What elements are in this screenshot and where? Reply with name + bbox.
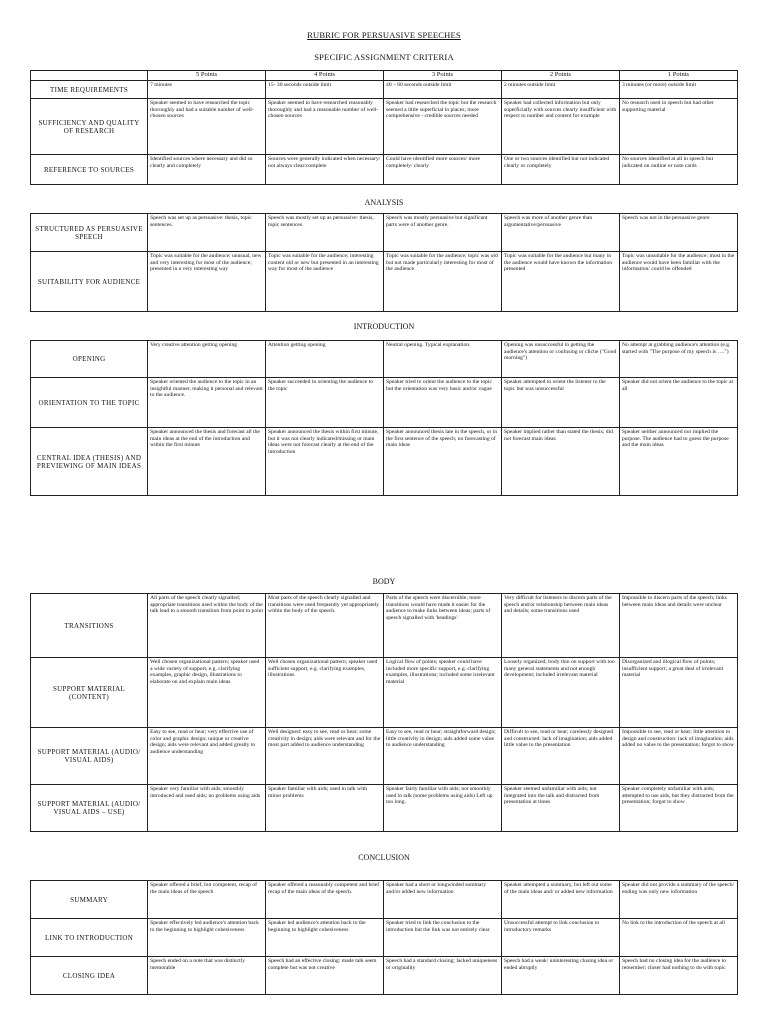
score-cell: Speaker attempted a summary, but left out some of the main ideas and/ or added new information (501, 881, 619, 919)
header-2-points: 2 Points (501, 71, 619, 81)
score-cell: Easy to see, read or hear; very effective use of color and graphic design; unique or creative design; aids were relevant and added greatly to audience understanding (148, 728, 266, 785)
rubric-row-opening (31, 341, 738, 378)
rubric-row-summary (31, 881, 738, 919)
score-cell: Speaker familiar with aids; used in talk with minor problems (266, 785, 384, 832)
score-cell: Speaker did not orient the audience to the topic at all (619, 378, 737, 428)
analysis-table (30, 213, 738, 312)
section-heading-introduction: INTRODUCTION (353, 322, 415, 331)
rubric-row-visual-aids (31, 728, 738, 785)
score-cell: 2 minutes outside limit (501, 81, 619, 99)
rubric-row-closing (31, 957, 738, 995)
score-cell: Speaker had researched the topic but the research seemed a little superficial in places; more comprehensive - credible sources needed (384, 99, 502, 155)
score-cell: Unsuccessful attempt to link conclusion to introductory remarks (501, 919, 619, 957)
body-table (30, 593, 738, 832)
score-cell: Speaker completely unfamiliar with aids; attempted to use aids, but they distracted from the presentation; forgot to show (619, 785, 737, 832)
criterion-label: REFERENCE TO SOURCES (31, 155, 148, 185)
score-cell: Sources were generally indicated when necessary/ not always clear/complete (266, 155, 384, 185)
criterion-label: SUMMARY (31, 881, 148, 919)
criterion-label: CLOSING IDEA (31, 957, 148, 995)
criterion-label: SUPPORT MATERIAL (AUDIO/ VISUAL AIDS – USE) (31, 785, 148, 832)
header-1-points: 1 Points (619, 71, 737, 81)
header-blank (31, 71, 148, 81)
score-cell: 3 minutes (or more) outside limit (619, 81, 737, 99)
score-cell: Attention getting opening (266, 341, 384, 378)
score-cell: All parts of the speech clearly signalled; appropriate transitions used within the body of the talk lead to a smooth transition from point to point (148, 594, 266, 658)
score-cell: Speaker attempted to orient the listener to the topic but was unsuccessful (501, 378, 619, 428)
score-cell: Topic was unsuitable for the audience; most in the audience would have been familiar with the information/ could be offended (619, 252, 737, 312)
rubric-row-content (31, 658, 738, 728)
score-cell: Speech was set up as persuasive: thesis, topic sentences. (148, 214, 266, 252)
criterion-label: ORIENTATION TO THE TOPIC (31, 378, 148, 428)
score-cell: Speaker seemed unfamiliar with aids; not integrated into the talk and distracted from presentation at times (501, 785, 619, 832)
conclusion-table (30, 880, 738, 995)
rubric-row-research (31, 99, 738, 155)
criterion-label: STRUCTURED AS PERSUASIVE SPEECH (31, 214, 148, 252)
rubric-row-visual-aids-use (31, 785, 738, 832)
score-cell: Speaker tried to link the conclusion to the introduction but the link was not entirely clear (384, 919, 502, 957)
score-cell: Very difficult for listeners to discern parts of the speech and/or relationship between main ideas and details; some transitions used (501, 594, 619, 658)
score-cell: 7 minutes (148, 81, 266, 99)
score-cell: Easy to see, read or hear; straightforward design; little creativity in design; aids added some value to audience understanding (384, 728, 502, 785)
score-cell: Speech was not in the persuasive genre (619, 214, 737, 252)
score-cell: Speaker had collected information but only superficially with sources clearly insufficient with respect to number and content for example (501, 99, 619, 155)
document-subtitle: SPECIFIC ASSIGNMENT CRITERIA (314, 52, 454, 62)
score-cell: No attempt at grabbing audience's attention (e.g. started with "The purpose of my speech is ….") (619, 341, 737, 378)
section-heading-body: BODY (372, 577, 396, 586)
score-cell: Identified sources where necessary and did so clearly and completely (148, 155, 266, 185)
rubric-row-time (31, 81, 738, 99)
score-cell: Speaker announced thesis late in the speech, or in the first sentence of the speech; no forecasting of main ideas (384, 428, 502, 496)
score-cell: Speech had an effective closing: made talk seem complete but was not creative (266, 957, 384, 995)
score-cell: Speaker had a short or longwinded summary and/or added new information (384, 881, 502, 919)
document-title: RUBRIC FOR PERSUASIVE SPEECHES (307, 30, 461, 40)
score-cell: Loosely organized; body thin on support with too many general statements and not enough development; included irrelevant material (501, 658, 619, 728)
header-3-points: 3 Points (384, 71, 502, 81)
score-cell: Speaker neither announced nor implied the purpose. The audience had to guess the purpose and the main ideas (619, 428, 737, 496)
score-cell: Speech was more of another genre than argumentative/persuasive (501, 214, 619, 252)
score-cell: Very creative attention getting opening (148, 341, 266, 378)
score-cell: Could have identified more sources/ more completely/ clearly (384, 155, 502, 185)
introduction-table (30, 340, 738, 496)
score-cell: Speech had no closing idea for the audience to remember; closer had nothing to do with topic (619, 957, 737, 995)
score-cell: Speaker announced the thesis within first minute, but it was not clearly indicated/missing or main ideas were not forecast clearly at the end of the introduction (266, 428, 384, 496)
score-cell: Difficult to see, read or hear; carelessly designed and constructed: lack of imagination; aids added little value to the presentation (501, 728, 619, 785)
score-cell: Topic was suitable for the audience but many in the audience would have known the information presented (501, 252, 619, 312)
score-cell: Speaker led audience's attention back to the beginning to highlight cohesiveness (266, 919, 384, 957)
score-cell: Topic was suitable for the audience; topic was old but not made particularly interesting for most of the audience (384, 252, 502, 312)
score-cell: 40 – 60 seconds outside limit (384, 81, 502, 99)
score-cell: Impossible to see, read or hear; little attention to design and construction: lack of imagination; aids added no value to the presentation; forgot to show (619, 728, 737, 785)
criterion-label: SUITABILITY FOR AUDIENCE (31, 252, 148, 312)
score-cell: Logical flow of points; speaker could have included more specific support, e.g. clarifying examples, illustrations; included some irrelevant material (384, 658, 502, 728)
score-cell: Speaker succeeded in orienting the audience to the topic (266, 378, 384, 428)
score-cell: Impossible to discern parts of the speech; links between main ideas and details were unclear (619, 594, 737, 658)
score-cell: Speaker very familiar with aids; smoothly introduced and used aids; no problems using aids (148, 785, 266, 832)
header-row (31, 71, 738, 81)
score-cell: No link to the introduction of the speech at all (619, 919, 737, 957)
criteria-table (30, 70, 738, 185)
rubric-row-audience (31, 252, 738, 312)
criterion-label: TIME REQUIREMENTS (31, 81, 148, 99)
score-cell: Speaker did not provide a summary of the speech/ ending was only new information (619, 881, 737, 919)
section-heading-conclusion: CONCLUSION (358, 853, 410, 862)
section-heading-analysis: ANALYSIS (364, 198, 404, 207)
score-cell: Most parts of the speech clearly signalled and transitions were used frequently yet appropriately within the body of the speech. (266, 594, 384, 658)
score-cell: No research used in speech but had other supporting material (619, 99, 737, 155)
score-cell: Opening was unsuccessful in getting the audience's attention or confusing or cliche ("Good morning") (501, 341, 619, 378)
score-cell: Topic was suitable for the audience; interesting content old or new but presented in an interesting way for most of the audience (266, 252, 384, 312)
score-cell: Speech had a weak/ uninteresting closing idea or ended abruptly (501, 957, 619, 995)
score-cell: No sources identified at all in speech but indicated on outline or note cards (619, 155, 737, 185)
score-cell: Topic was suitable for the audience; unusual, new and very interesting for most of the audience; presented in a very interesting way (148, 252, 266, 312)
score-cell: Speaker effectively led audience's attention back to the beginning to highlight cohesiveness (148, 919, 266, 957)
score-cell: Speaker implied rather than stated the thesis; did not forecast main ideas (501, 428, 619, 496)
score-cell: Speaker seemed to have researched the topic thoroughly and had a suitable number of well-chosen sources (148, 99, 266, 155)
score-cell: Speaker tried to orient the audience to the topic but the orientation was very basic and/or vague (384, 378, 502, 428)
header-5-points: 5 Points (148, 71, 266, 81)
score-cell: Speaker oriented the audience to the topic in an insightful manner, making it personal and relevant to the audience. (148, 378, 266, 428)
score-cell: 15- 30 seconds outside limit (266, 81, 384, 99)
score-cell: One or two sources identified but not indicated clearly or completely (501, 155, 619, 185)
score-cell: Speaker announced the thesis and forecast all the main ideas at the end of the introduction and within the first minute (148, 428, 266, 496)
rubric-row-structure (31, 214, 738, 252)
criterion-label: SUFFICIENCY AND QUALITY OF RESEARCH (31, 99, 148, 155)
rubric-row-transitions (31, 594, 738, 658)
score-cell: Speaker fairly familiar with aids; not smoothly used in talk (some problems using aids) Left up too long. (384, 785, 502, 832)
criterion-label: OPENING (31, 341, 148, 378)
score-cell: Speaker seemed to have researched reasonably thoroughly and had a reasonable number of well-chosen sources (266, 99, 384, 155)
rubric-row-thesis (31, 428, 738, 496)
rubric-row-orientation (31, 378, 738, 428)
criterion-label: LINK TO INTRODUCTION (31, 919, 148, 957)
score-cell: Well chosen organizational pattern; speaker used sufficient support, e.g. clarifying examples, illustrations (266, 658, 384, 728)
score-cell: Neutral opening. Typical explanation. (384, 341, 502, 378)
criterion-label: SUPPORT MATERIAL (AUDIO/ VISUAL AIDS) (31, 728, 148, 785)
header-4-points: 4 Points (266, 71, 384, 81)
score-cell: Well chosen organizational pattern; speaker used a wide variety of support, e.g. clarifying examples, graphic design, illustrations to elaborate on and explain main ideas (148, 658, 266, 728)
criterion-label: SUPPORT MATERIAL (CONTENT) (31, 658, 148, 728)
score-cell: Speech ended on a note that was distinctly memorable (148, 957, 266, 995)
criterion-label: TRANSITIONS (31, 594, 148, 658)
score-cell: Parts of the speech were discernible; more transitions would have made it easier for the audience to make links between ideas; parts of speech signalled with 'headings' (384, 594, 502, 658)
score-cell: Disorganized and illogical flow of points; insufficient support; a great deal of irrelevant material (619, 658, 737, 728)
score-cell: Speech had a standard closing; lacked uniqueness or originality (384, 957, 502, 995)
score-cell: Speech was mostly set up as persuasive: thesis, topic sentences. (266, 214, 384, 252)
criterion-label: CENTRAL IDEA (THESIS) AND PREVIEWING OF MAIN IDEAS (31, 428, 148, 496)
rubric-row-sources (31, 155, 738, 185)
rubric-row-link (31, 919, 738, 957)
score-cell: Speaker offered a brief, but competent, recap of the main ideas of the speech (148, 881, 266, 919)
score-cell: Speech was mostly persuasive but significant parts were of another genre. (384, 214, 502, 252)
score-cell: Well designed: easy to see, read or hear; some creativity in design; aids were relevant and for the most part added to audience understanding (266, 728, 384, 785)
score-cell: Speaker offered a reasonably competent and brief recap of the main ideas of the speech. (266, 881, 384, 919)
